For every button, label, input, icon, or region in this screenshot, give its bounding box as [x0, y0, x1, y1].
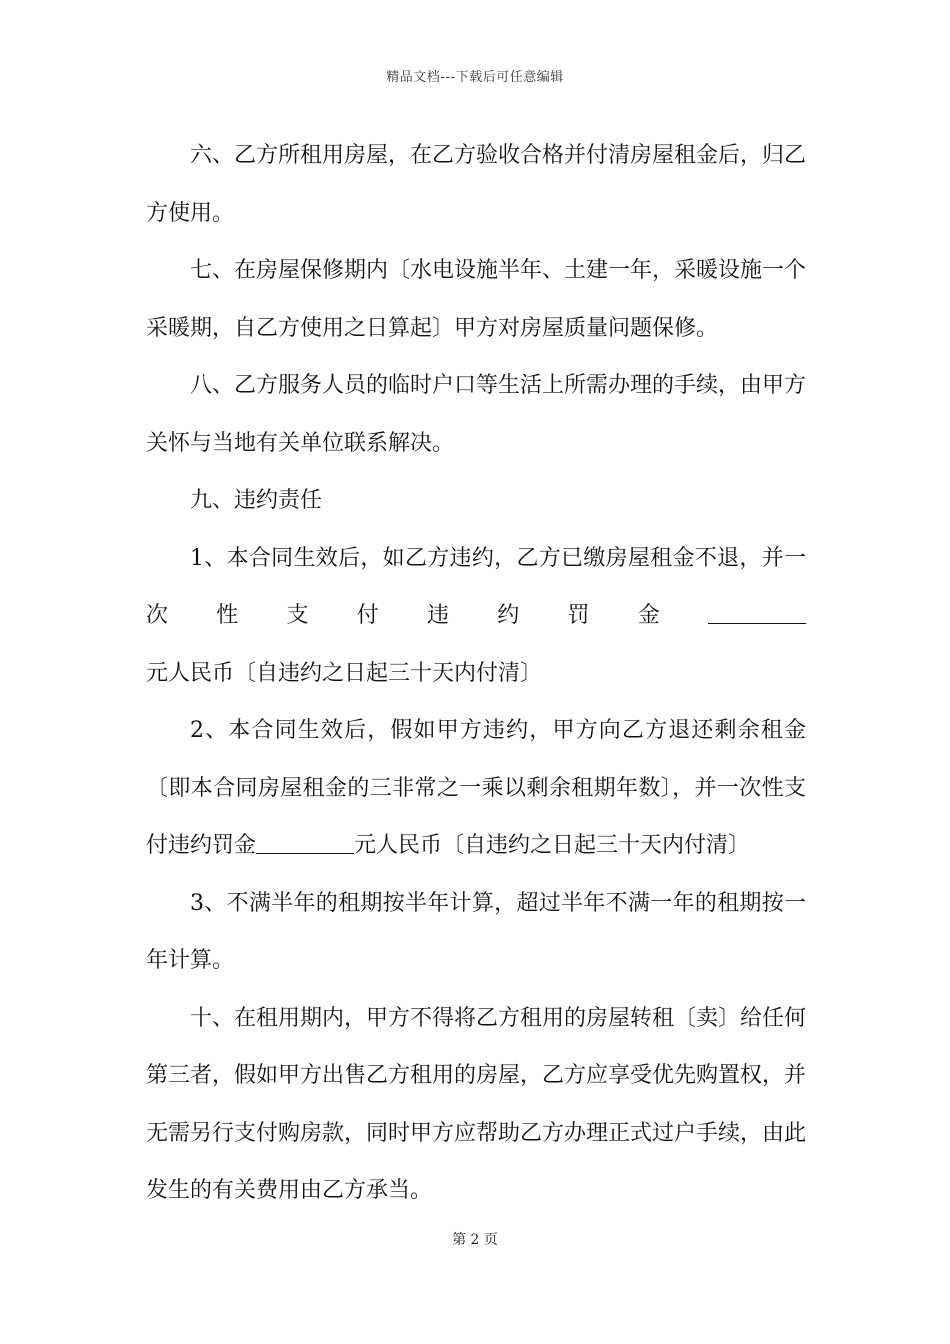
clause-9-1-text-after: 元人民币〔自违约之日起三十天内付清〕	[146, 660, 543, 686]
page-header: 精品文档---下载后可任意编辑	[386, 70, 564, 85]
clause-9-heading: 九、违约责任	[190, 488, 323, 513]
clause-10: 十、在租用期内，甲方不得将乙方租用的房屋转租〔卖〕给任何第三者，假如甲方出售乙方租用的房屋，乙方应享受优先购置权，并无需另行支付购房款，同时甲方应帮助乙方办理正式过户手续，由此发生的有关费用由乙方承当。	[146, 1005, 807, 1203]
penalty-amount-blank-1	[708, 601, 806, 624]
clause-9-2-text-before: 2、本合同生效后，假如甲方违约，甲方向乙方退还剩余租金〔即本合同房屋租金的三非常之一乘以剩余租期年数〕，并一次性支付违约罚金	[146, 718, 806, 858]
penalty-amount-blank-2	[256, 831, 354, 854]
clause-9-2-text-after: 元人民币〔自违约之日起三十天内付清〕	[354, 833, 751, 858]
page-number: 第 2 页	[452, 1232, 498, 1248]
document-body	[146, 127, 806, 1220]
clause-9-3: 3、不满半年的租期按半年计算，超过半年不满一年的租期按一年计算。	[146, 890, 806, 973]
clause-9-2	[146, 702, 806, 875]
clause-8: 八、乙方服务人员的临时户口等生活上所需办理的手续，由甲方关怀与当地有关单位联系解决。	[146, 373, 807, 456]
clause-7: 七、在房屋保修期内〔水电设施半年、土建一年，采暖设施一个采暖期，自乙方使用之日算起〕甲方对房屋质量问题保修。	[146, 258, 807, 341]
clause-6: 六、乙方所租用房屋，在乙方验收合格并付清房屋租金后，归乙方使用。	[146, 143, 807, 226]
clause-9-1-text-before: 1、本合同生效后，如乙方违约，乙方已缴房屋租金不退，并一次性支付违约罚金	[146, 545, 806, 628]
clause-9-1	[146, 530, 806, 703]
